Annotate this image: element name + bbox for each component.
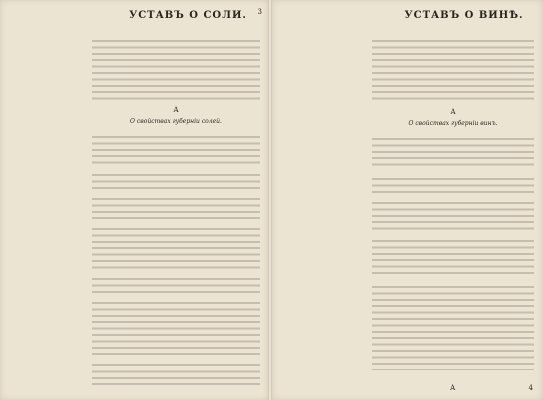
section-heading: О свойствах губерніи солей. <box>130 118 222 125</box>
footer-letter: А <box>450 384 456 392</box>
paragraph <box>92 300 260 358</box>
left-page <box>0 0 268 400</box>
right-page <box>272 0 543 400</box>
section-heading: О свойствах губерніи винъ. <box>408 120 498 127</box>
page-title: УСТАВЪ О ВИНѢ. <box>404 10 524 21</box>
paragraph <box>372 284 534 370</box>
paragraph <box>92 226 260 272</box>
paragraph <box>92 38 260 102</box>
page-title: УСТАВЪ О СОЛИ. <box>129 10 247 21</box>
paragraph <box>92 134 260 166</box>
paragraph <box>92 196 260 222</box>
subsection-letter: А <box>173 106 179 114</box>
paragraph <box>92 276 260 296</box>
paragraph <box>372 200 534 232</box>
paragraph <box>372 38 534 104</box>
paragraph <box>372 136 534 170</box>
paragraph <box>372 176 534 196</box>
subsection-letter: А <box>450 108 456 116</box>
paragraph <box>92 362 260 388</box>
page-number: 4 <box>528 384 533 392</box>
page-number: 3 <box>257 8 262 16</box>
paragraph <box>92 172 260 192</box>
paragraph <box>372 238 534 278</box>
